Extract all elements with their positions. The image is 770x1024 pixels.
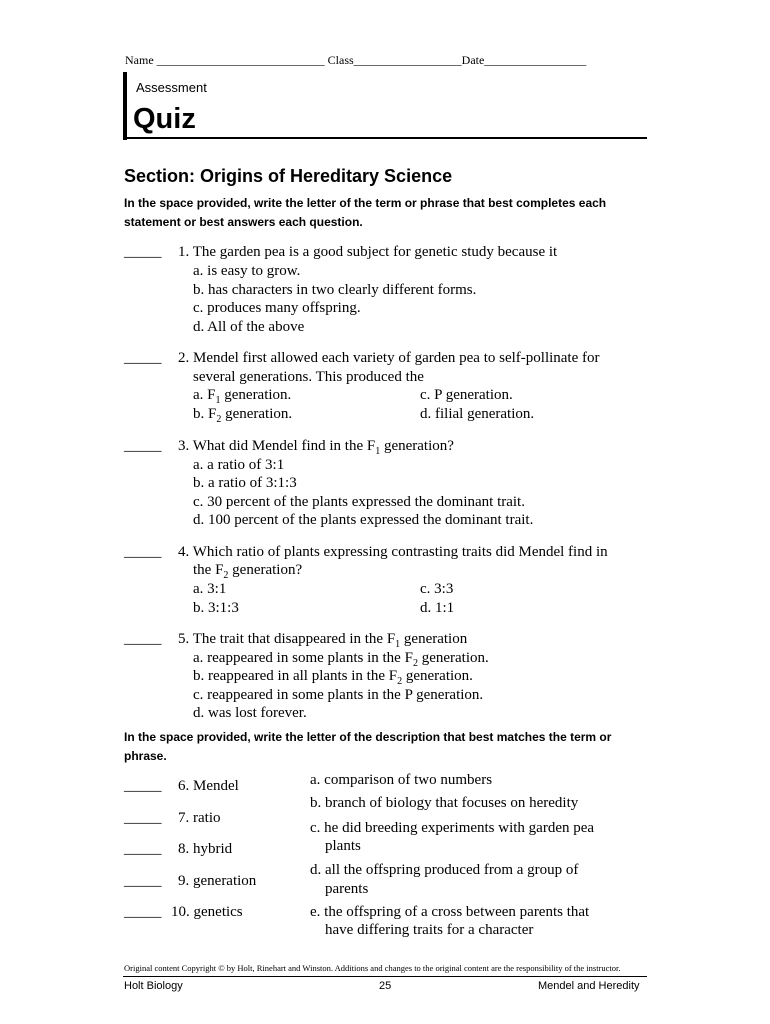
q2-option-d: d. filial generation. — [420, 406, 535, 422]
q4-option-a: a. 3:1 — [193, 581, 227, 597]
q3-option-b: b. a ratio of 3:1:3 — [193, 475, 297, 491]
match-desc-e-line2: have differing traits for a character — [325, 922, 534, 938]
q5-stem: 5. The trait that disappeared in the $F_1$ generation — [178, 631, 468, 650]
q1-option-d: d. All of the above — [193, 319, 305, 335]
q4-stem-line1: 4. Which ratio of plants expressing contrasting traits did Mendel find in — [178, 544, 608, 560]
q5-option-a: a. reappeared in some plants in the $F_2$ generation. — [193, 650, 489, 669]
footer-page-number: 25 — [379, 980, 392, 992]
match-desc-d-line2: parents — [325, 881, 369, 897]
q1-option-a: a. is easy to grow. — [193, 263, 301, 279]
q2-stem-line2: several generations. This produced the — [193, 369, 424, 385]
q1-stem: 1. The garden pea is a good subject for genetic study because it — [178, 244, 558, 260]
answer-blank-2[interactable]: _____ — [124, 350, 162, 366]
match-desc-d-line1: d. all the offspring produced from a group of — [310, 862, 579, 878]
answer-blank-10[interactable]: _____ — [124, 904, 162, 920]
answer-blank-3[interactable]: _____ — [124, 438, 162, 454]
q1-option-b: b. has characters in two clearly different forms. — [193, 282, 477, 298]
answer-blank-5[interactable]: _____ — [124, 631, 162, 647]
q3-option-c: c. 30 percent of the plants expressed the dominant trait. — [193, 494, 525, 510]
match-desc-c-line1: c. he did breeding experiments with garden pea — [310, 820, 595, 836]
match-term-8: 8. hybrid — [178, 841, 233, 857]
answer-blank-6[interactable]: _____ — [124, 778, 162, 794]
q2-option-b: b. $F_2$ generation. — [193, 406, 293, 425]
q2-option-a: a. $F_1$ generation. — [193, 387, 292, 406]
q5-option-b: b. reappeared in all plants in the $F_2$ generation. — [193, 668, 473, 687]
q3-option-a: a. a ratio of 3:1 — [193, 457, 285, 473]
q4-stem-line2: the $F_2$ generation? — [193, 562, 303, 581]
q3-option-d: d. 100 percent of the plants expressed the dominant trait. — [193, 512, 534, 528]
name-class-date-line: Name ____________________________ Class__________________Date_________________ — [125, 53, 587, 67]
match-term-9: 9. generation — [178, 873, 257, 889]
answer-blank-1[interactable]: _____ — [124, 244, 162, 260]
q1-option-c: c. produces many offspring. — [193, 300, 361, 316]
assessment-label: Assessment — [136, 80, 207, 95]
match-term-10: 10. genetics — [171, 904, 243, 920]
match-desc-a: a. comparison of two numbers — [310, 772, 493, 788]
match-desc-c-line2: plants — [325, 838, 361, 854]
q5-option-d: d. was lost forever. — [193, 705, 307, 721]
q3-stem: 3. What did Mendel find in the $F_1$ generation? — [178, 438, 454, 457]
q4-option-b: b. 3:1:3 — [193, 600, 239, 616]
title-underline — [123, 137, 647, 139]
match-desc-b: b. branch of biology that focuses on heredity — [310, 795, 579, 811]
instructions-part2: In the space provided, write the letter of the description that best matches the term or phrase. — [124, 730, 612, 763]
answer-blank-7[interactable]: _____ — [124, 810, 162, 826]
footer-book-title: Holt Biology — [124, 980, 183, 992]
q2-stem-line1: 2. Mendel first allowed each variety of garden pea to self-pollinate for — [178, 350, 600, 366]
answer-blank-8[interactable]: _____ — [124, 841, 162, 857]
match-term-6: 6. Mendel — [178, 778, 239, 794]
footer-rule — [123, 976, 647, 977]
instructions-part1: In the space provided, write the letter of the term or phrase that best completes each statement or best answers each question. — [124, 196, 607, 229]
q5-option-c: c. reappeared in some plants in the P generation. — [193, 687, 484, 703]
answer-blank-9[interactable]: _____ — [124, 873, 162, 889]
q4-option-d: d. 1:1 — [420, 600, 455, 616]
section-title: Section: Origins of Hereditary Science — [124, 166, 453, 186]
q2-option-c: c. P generation. — [420, 387, 513, 403]
q4-option-c: c. 3:3 — [420, 581, 454, 597]
title-left-bar — [123, 72, 127, 140]
match-term-7: 7. ratio — [178, 810, 221, 826]
footer-chapter: Mendel and Heredity — [538, 980, 640, 992]
answer-blank-4[interactable]: _____ — [124, 544, 162, 560]
copyright-note: Original content Copyright © by Holt, Rinehart and Winston. Additions and changes to the original content are the responsibility of the instructor. — [124, 963, 621, 973]
match-desc-e-line1: e. the offspring of a cross between parents that — [310, 904, 590, 920]
quiz-heading: Quiz — [133, 103, 196, 135]
